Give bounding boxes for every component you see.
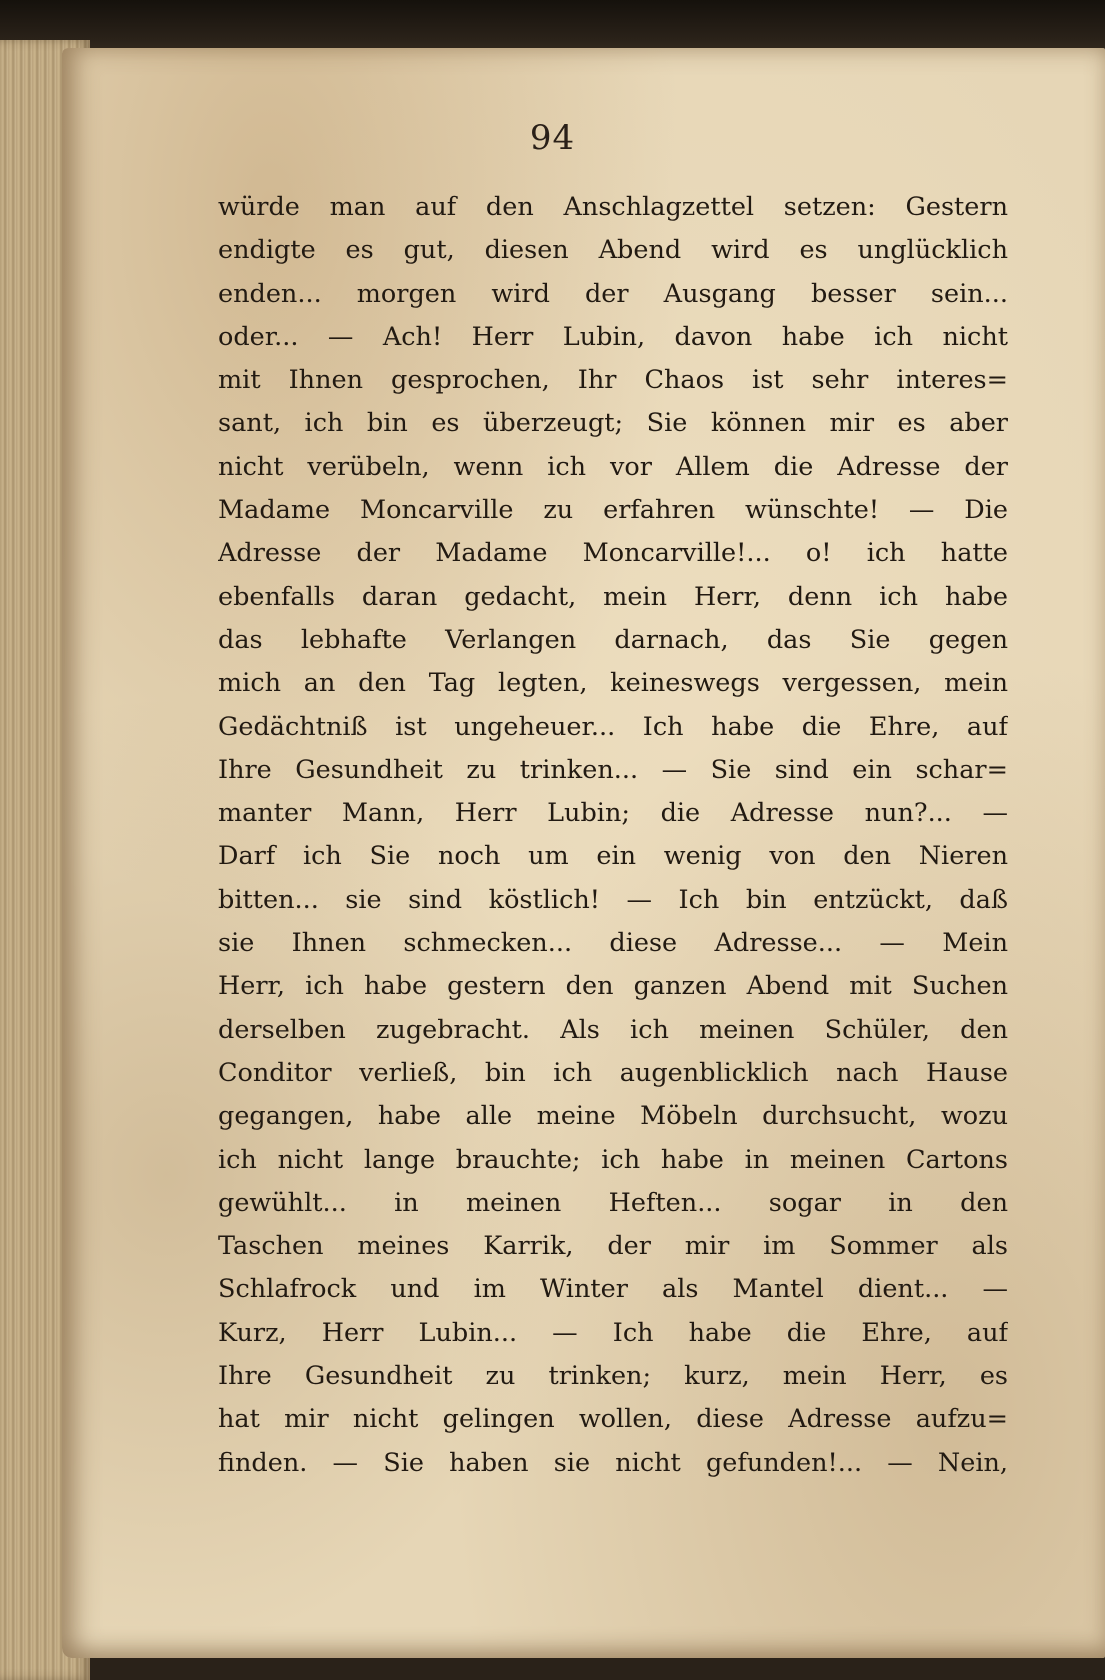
text-line: gegangen, habe alle meine Möbeln durchsucht, wozu [218, 1101, 1008, 1132]
text-line: oder... — Ach! Herr Lubin, davon habe ich nicht [218, 321, 1008, 352]
text-line: gewühlt... in meinen Heften... sogar in den [218, 1187, 1008, 1218]
text-line: würde man auf den Anschlagzettel setzen: Gestern [218, 192, 1008, 222]
text-line: ebenfalls daran gedacht, mein Herr, denn ich habe [218, 581, 1008, 612]
text-line: hat mir nicht gelingen wollen, diese Adresse aufzu= [218, 1404, 1008, 1435]
body-text [218, 186, 1008, 1485]
text-line: Madame Moncarville zu erfahren wünschte! — Die [218, 495, 1008, 526]
text-line: Herr, ich habe gestern den ganzen Abend mit Suchen [218, 971, 1008, 1002]
text-line: Darf ich Sie noch um ein wenig von den Nieren [218, 841, 1008, 872]
text-line: enden... morgen wird der Ausgang besser sein... [218, 278, 1008, 309]
text-line: mich an den Tag legten, keineswegs vergessen, mein [218, 668, 1008, 699]
text-line: manter Mann, Herr Lubin; die Adresse nun?... — [218, 798, 1008, 829]
text-line: ich nicht lange brauchte; ich habe in meinen Cartons [218, 1144, 1008, 1175]
text-line: sie Ihnen schmecken... diese Adresse... — Mein [218, 928, 1008, 959]
text-line: derselben zugebracht. Als ich meinen Schüler, den [218, 1014, 1008, 1045]
text-line: mit Ihnen gesprochen, Ihr Chaos ist sehr interes= [218, 365, 1008, 396]
page-number: 94 [529, 118, 576, 158]
text-line: endigte es gut, diesen Abend wird es unglücklich [218, 235, 1008, 266]
text-line: Conditor verließ, bin ich augenblicklich nach Hause [218, 1057, 1008, 1088]
text-line: Schlafrock und im Winter als Mantel dient... — [218, 1274, 1008, 1305]
text-line: Adresse der Madame Moncarville!... o! ich hatte [218, 538, 1008, 569]
text-line: Gedächtniß ist ungeheuer... Ich habe die Ehre, auf [218, 711, 1008, 742]
text-line: finden. — Sie haben sie nicht gefunden!... — Nein, [218, 1447, 1008, 1478]
text-line: nicht verübeln, wenn ich vor Allem die Adresse der [218, 451, 1008, 482]
text-line: Ihre Gesundheit zu trinken... — Sie sind ein schar= [218, 754, 1008, 785]
text-line: sant, ich bin es überzeugt; Sie können mir es aber [218, 408, 1008, 439]
text-line: bitten... sie sind köstlich! — Ich bin entzückt, daß [218, 884, 1008, 915]
text-line: Kurz, Herr Lubin... — Ich habe die Ehre, auf [218, 1317, 1008, 1348]
text-line: das lebhafte Verlangen darnach, das Sie gegen [218, 624, 1008, 655]
text-line: Ihre Gesundheit zu trinken; kurz, mein Herr, es [218, 1361, 1008, 1392]
text-line: Taschen meines Karrik, der mir im Sommer als [218, 1231, 1008, 1262]
